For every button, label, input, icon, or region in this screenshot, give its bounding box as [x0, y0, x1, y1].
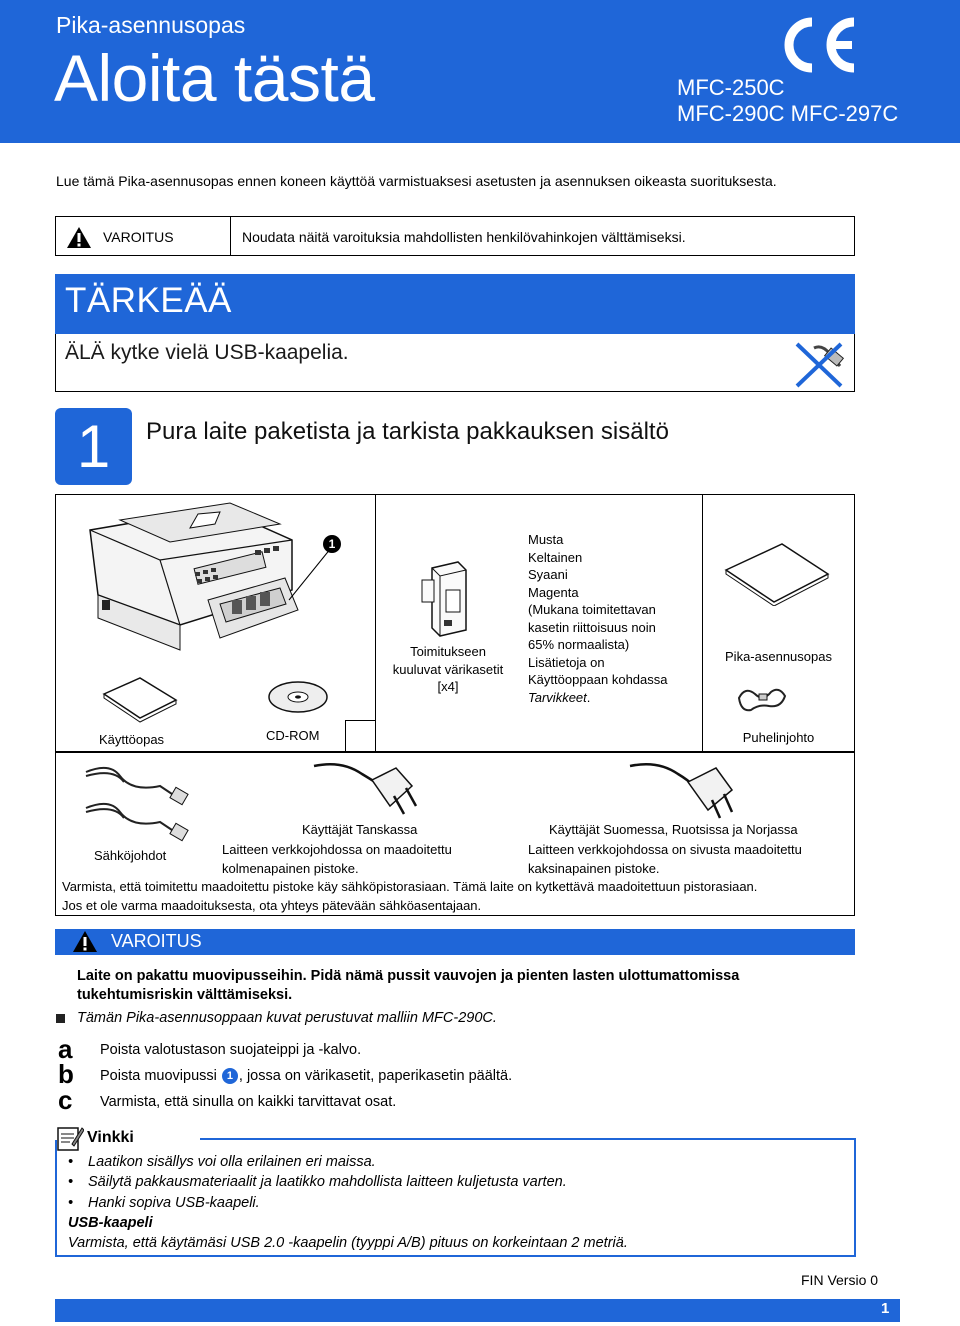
caution-label: VAROITUS — [111, 931, 202, 951]
document-subtitle: Pika-asennusopas — [56, 12, 246, 38]
model-list-line2: MFC-290C MFC-297C — [677, 101, 899, 126]
warning-label: VAROITUS — [103, 229, 174, 245]
version-label: FIN Versio 0 — [801, 1272, 879, 1288]
footer-band — [55, 1299, 900, 1322]
warning-triangle-icon — [72, 930, 98, 953]
printer-illustration — [80, 500, 305, 660]
step-b-text: Poista muovipussi 1 , jossa on värikasetit, paperikasetin päältä. — [100, 1068, 513, 1084]
supplies-reference: Tarvikkeet — [528, 689, 587, 705]
step-a-text: Poista valotustason suojateippi ja -kalvo. — [100, 1042, 362, 1058]
step-letter-a: a — [58, 1034, 73, 1064]
phone-cord-illustration — [735, 684, 791, 714]
power-cords-note: Varmista, että toimitettu maadoitettu pistoke käy sähköpistorasiaan. Tämä laite on kytkettävä maadoitettuun pistorasiaan. Jos et ole varma maadoituksesta, ota yhteys pätevään sähköasentajaan. — [62, 879, 758, 913]
danish-plug-illustration — [312, 760, 422, 822]
denmark-title: Käyttäjät Tanskassa — [302, 822, 418, 837]
ink-cartridge-illustration — [418, 560, 478, 640]
important-text: ÄLÄ kytke vielä USB-kaapelia. — [65, 341, 349, 364]
user-guide-illustration — [100, 676, 180, 724]
nordic-plug-illustration — [628, 760, 740, 826]
page-number: 1 — [881, 1300, 890, 1317]
step-letter-b: b — [58, 1059, 74, 1089]
hint-bullet: • — [68, 1195, 74, 1211]
intro-text: Lue tämä Pika-asennusopas ennen koneen käyttöä varmistuaksesi asetusten ja asennuksen oikeasta suorituksesta. — [56, 173, 777, 189]
no-usb-cable-icon — [792, 340, 846, 390]
callout-1-badge: 1 — [222, 1068, 238, 1084]
hint-item: Säilytä pakkausmateriaalit ja laatikko mahdollista laitteen kuljetusta varten. — [88, 1174, 567, 1190]
document-title: Aloita tästä — [54, 41, 375, 115]
warning-triangle-icon — [66, 226, 92, 249]
warning-divider — [230, 216, 231, 256]
cdrom-label: CD-ROM — [266, 728, 320, 743]
denmark-text: Laitteen verkkojohdossa on maadoitettu kolmenapainen pistoke. — [222, 842, 452, 876]
important-title: TÄRKEÄÄ — [65, 281, 232, 320]
caution-text: Laite on pakattu muovipusseihin. Pidä nämä pussit vauvojen ja pienten lasten ulottumattomissa tukehtumisriskin välttämiseksi. — [77, 968, 740, 1003]
contents-divider — [345, 720, 346, 752]
hint-item: Laatikon sisällys voi olla erilainen eri maissa. — [88, 1154, 376, 1170]
nordic-text: Laitteen verkkojohdossa on sivusta maadoitettu kaksinapainen pistoke. — [528, 842, 802, 876]
model-list-line1: MFC-250C — [677, 75, 785, 100]
hint-item: Hanki sopiva USB-kaapeli. — [88, 1195, 260, 1211]
power-cords-label: Sähköjohdot — [94, 848, 167, 863]
illustrations-note: Tämän Pika-asennusoppaan kuvat perustuvat malliin MFC-290C. — [77, 1010, 497, 1026]
power-cords-illustration — [80, 762, 190, 848]
hint-label: Vinkki — [87, 1129, 134, 1146]
user-guide-label: Käyttöopas — [99, 732, 165, 747]
hint-bullet: • — [68, 1154, 74, 1170]
contents-divider — [345, 720, 375, 721]
quick-guide-label: Pika-asennusopas — [725, 649, 832, 664]
step-title: Pura laite paketista ja tarkista pakkauksen sisältö — [146, 418, 669, 445]
contents-divider — [702, 494, 703, 752]
usb-cable-text: Varmista, että käytämäsi USB 2.0 -kaapelin (tyyppi A/B) pituus on korkeintaan 2 metriä. — [68, 1235, 628, 1251]
hint-bullet: • — [68, 1174, 74, 1190]
step-number: 1 — [76, 413, 111, 480]
ce-mark-logo — [778, 16, 860, 74]
cartridge-colors-text: Musta Keltainen Syaani Magenta (Mukana toimitettavan kasetin riittoisuus noin 65% normaalista) Lisätietoja on Käyttöoppaan kohdassa Tarvikkeet. — [528, 532, 668, 705]
step-letter-c: c — [58, 1085, 73, 1115]
nordic-title: Käyttäjät Suomessa, Ruotsissa ja Norjassa — [549, 822, 798, 837]
phone-cord-label: Puhelinjohto — [742, 730, 815, 745]
note-bullet-square — [56, 1014, 65, 1023]
cdrom-illustration — [267, 680, 329, 714]
callout-1-badge: 1 — [323, 535, 341, 553]
usb-cable-title: USB-kaapeli — [68, 1215, 153, 1231]
contents-divider — [375, 494, 376, 752]
quick-setup-guide-illustration — [722, 540, 832, 606]
step-c-text: Varmista, että sinulla on kaikki tarvittavat osat. — [100, 1094, 397, 1110]
cartridges-caption: Toimitukseen kuuluvat värikasetit [x4] — [392, 644, 504, 694]
warning-text: Noudata näitä varoituksia mahdollisten henkilövahinkojen välttämiseksi. — [242, 229, 686, 245]
